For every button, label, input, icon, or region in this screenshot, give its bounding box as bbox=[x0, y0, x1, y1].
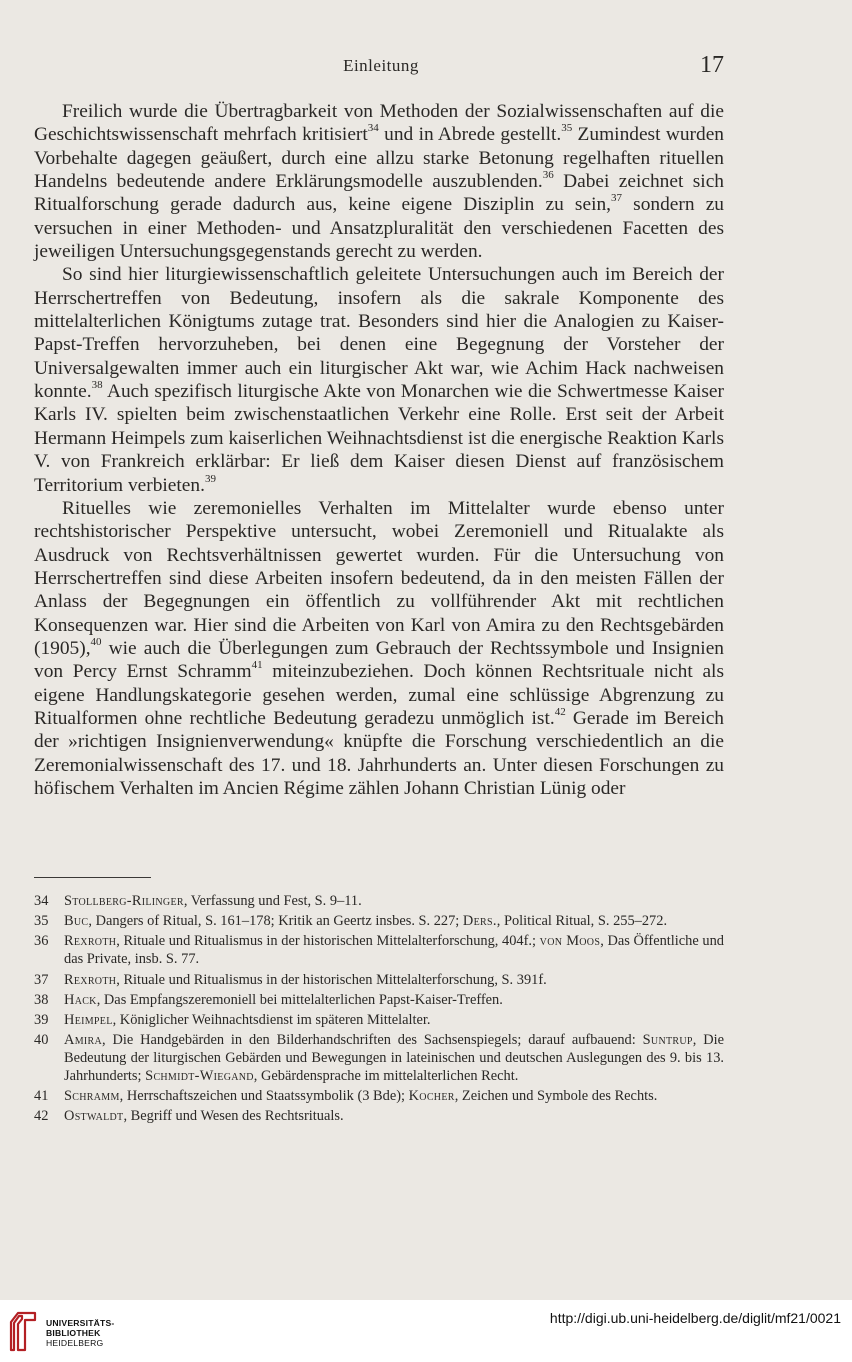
author-name: Schmidt-Wiegand bbox=[145, 1067, 254, 1084]
text-run: , Gebärdensprache im mittelalterlichen Recht. bbox=[253, 1067, 519, 1084]
text-run: Gerade im Bereich der »richtigen Insignienverwendung« knüpfte die Forschung verschiedentlich an die Zeremonialwissenschaft des 17. und 18. Jahrhunderts an. Unter diesen Forschungen zu höfischem Verhalten im Ancien Régime zählen Johann Christian Lünig oder bbox=[34, 707, 725, 799]
text-run: miteinzubeziehen. Doch können Rechtsrituale nicht als eigene Handlungskategorie gesehen werden, zumal eine schlüssige Abgrenzung zu Ritualformen ohne rechtliche Bedeutung geradezu unmöglich ist. bbox=[34, 661, 724, 729]
author-name: Ders. bbox=[462, 913, 497, 930]
footnote bbox=[34, 972, 724, 990]
footnote-number: 41 bbox=[34, 1088, 49, 1105]
footnote bbox=[34, 992, 724, 1010]
footnote-number: 34 bbox=[34, 893, 49, 909]
text-run: , Dangers of Ritual, S. 161–178; Kritik an Geertz insbes. S. 227; bbox=[88, 913, 463, 930]
text-run: wie auch die Überlegungen zum Gebrauch der Rechtssymbole und Insignien von Percy Ernst Schramm bbox=[34, 637, 724, 683]
footnote-reference: 36 bbox=[542, 169, 554, 182]
author-name: Buc bbox=[64, 913, 89, 930]
footnote bbox=[34, 893, 724, 911]
text-run: Freilich wurde die Übertragbarkeit von Methoden der Sozialwissenschaften auf die Geschichtswissenschaft mehrfach kritisiert bbox=[34, 101, 724, 146]
text-run: Zumindest wurden Vorbehalte dagegen geäußert, durch eine allzu starke Betonung regelhaften rituellen Handelns bedeutende andere Erklärungsmodelle auszublenden. bbox=[34, 124, 724, 193]
author-name: Rexroth bbox=[64, 971, 117, 988]
running-title: Einleitung bbox=[343, 56, 419, 75]
footnote bbox=[34, 1012, 724, 1030]
text-run: , Rituale und Ritualismus in der historischen Mittelalterforschung, 404f.; bbox=[116, 933, 540, 950]
text-run: Rituelles wie zeremonielles Verhalten im Mittelalter wurde ebenso unter rechtshistorischer Perspektive untersucht, wobei Zeremoniell und Ritualakte als Ausdruck von Rechtsverhältnissen gewertet wurden. Für die Untersuchung von Herrschertreffen sind diese Arbeiten insofern bedeutend, da in den meisten Fällen der Anlass der Begegnungen ein öffentlich zu vollführender Akt mit rechtlichen Konsequenzen war. Hier sind die Arbeiten von Karl von Amira zu den Rechtsgebärden (1905), bbox=[34, 497, 724, 659]
footnote bbox=[34, 1108, 724, 1126]
footnotes bbox=[34, 893, 724, 1129]
text-run: , Zeichen und Symbole des Rechts. bbox=[454, 1088, 658, 1105]
author-name: Stollberg-Rilinger bbox=[64, 893, 184, 909]
footnote-reference: 40 bbox=[90, 635, 102, 648]
library-logo-icon[interactable] bbox=[8, 1310, 38, 1352]
text-run: , Political Ritual, S. 255–272. bbox=[496, 913, 668, 930]
text-run: , Die Handgebärden in den Bilderhandschriften des Sachsenspiegels; darauf aufbauend: bbox=[102, 1032, 643, 1049]
footnote-reference: 39 bbox=[204, 472, 216, 485]
footnote-separator bbox=[34, 877, 151, 878]
page-number: 17 bbox=[700, 52, 724, 78]
author-name: Suntrup bbox=[642, 1032, 693, 1049]
footnote-number: 36 bbox=[34, 933, 49, 950]
library-name[interactable] bbox=[46, 1318, 115, 1348]
running-head bbox=[0, 50, 852, 80]
text-run: , Die Bedeutung der liturgischen Gebärden und Bewegungen in lateinischen und deutschen Auslegungen des 9. bis 13. Jahrhunderts; bbox=[64, 1032, 724, 1084]
footnote-number: 42 bbox=[34, 1108, 49, 1125]
footnote-reference: 41 bbox=[251, 659, 263, 672]
text-run: und in Abrede gestellt. bbox=[378, 124, 562, 146]
footnote-number: 39 bbox=[34, 1011, 49, 1028]
footnote bbox=[34, 933, 724, 969]
footnote bbox=[34, 1032, 724, 1086]
footnote-reference: 34 bbox=[367, 122, 379, 135]
library-name-line: BIBLIOTHEK bbox=[46, 1328, 101, 1338]
footnote-number: 38 bbox=[34, 991, 49, 1008]
footnote-reference: 38 bbox=[91, 379, 103, 392]
author-name: Hack bbox=[64, 991, 97, 1008]
footnote bbox=[34, 913, 724, 931]
text-run: Dabei zeichnet sich Ritualforschung gerade dadurch aus, keine eigene Disziplin zu sein, bbox=[34, 171, 724, 216]
footnote-reference: 37 bbox=[611, 192, 623, 205]
author-name: Schramm bbox=[64, 1088, 120, 1105]
viewer-footer bbox=[0, 1300, 852, 1362]
paragraph bbox=[34, 100, 724, 263]
author-name: Heimpel bbox=[64, 1011, 113, 1028]
footnote-reference: 42 bbox=[554, 705, 566, 718]
paragraph bbox=[34, 263, 724, 496]
text-run: sondern zu versuchen in einer Methoden- und Ansatzpluralität den verschiedenen Facetten des jeweiligen Untersuchungsgegenstands gerecht zu werden. bbox=[34, 194, 725, 263]
footnote-number: 35 bbox=[34, 913, 49, 930]
text-run: So sind hier liturgiewissenschaftlich geleitete Untersuchungen auch im Bereich der Herrschertreffen von Bedeutung, insofern als die sakrale Komponente des mittelalterlichen Königtums zutage trat. Besonders sind hier die Analogien zu Kaiser-Papst-Treffen hervorzuheben, bei denen eine Begegnung der Vorsteher der Universalgewalten immer auch ein liturgischer Akt war, wie Achim Hack nachweisen konnte. bbox=[34, 264, 724, 403]
text-run: , Verfassung und Fest, S. 9–11. bbox=[183, 893, 362, 909]
library-name-line: UNIVERSITÄTS- bbox=[46, 1318, 115, 1328]
author-name: von Moos bbox=[539, 933, 601, 950]
footnote-number: 37 bbox=[34, 971, 49, 988]
author-name: Rexroth bbox=[64, 933, 117, 950]
text-run: , Das Öffentliche und das Private, insb. S. 77. bbox=[64, 933, 725, 968]
footnote bbox=[34, 1088, 724, 1106]
author-name: Kocher bbox=[408, 1088, 455, 1105]
text-run: , Rituale und Ritualismus in der historischen Mittelalterforschung, S. 391f. bbox=[116, 971, 547, 988]
paragraph bbox=[34, 497, 724, 800]
body-text bbox=[34, 100, 724, 800]
footnote-reference: 35 bbox=[561, 122, 573, 135]
text-run: , Herrschaftszeichen und Staatssymbolik (3 Bde); bbox=[119, 1088, 409, 1105]
author-name: Ostwaldt bbox=[64, 1108, 124, 1125]
author-name: Amira bbox=[64, 1032, 103, 1049]
page-url-link[interactable]: http://digi.ub.uni-heidelberg.de/diglit/mf21/0021 bbox=[549, 1310, 841, 1326]
footnote-number: 40 bbox=[34, 1032, 49, 1049]
text-run: , Königlicher Weihnachtsdienst im späteren Mittelalter. bbox=[112, 1011, 431, 1028]
text-run: , Das Empfangszeremoniell bei mittelalterlichen Papst-Kaiser-Treffen. bbox=[96, 991, 503, 1008]
library-name-line: HEIDELBERG bbox=[46, 1338, 104, 1348]
text-run: Auch spezifisch liturgische Akte von Monarchen wie die Schwertmesse Kaiser Karls IV. spielten beim zwischenstaatlichen Verkehr eine Rolle. Erst seit der Arbeit Hermann Heimpels zum kaiserlichen Weihnachtsdienst ist die energische Reaktion Karls V. von Frankreich erklärbar: Er ließ dem Kaiser diesen Dienst auf französischem Territorium verbieten. bbox=[34, 381, 724, 496]
text-run: , Begriff und Wesen des Rechtsrituals. bbox=[123, 1108, 344, 1125]
